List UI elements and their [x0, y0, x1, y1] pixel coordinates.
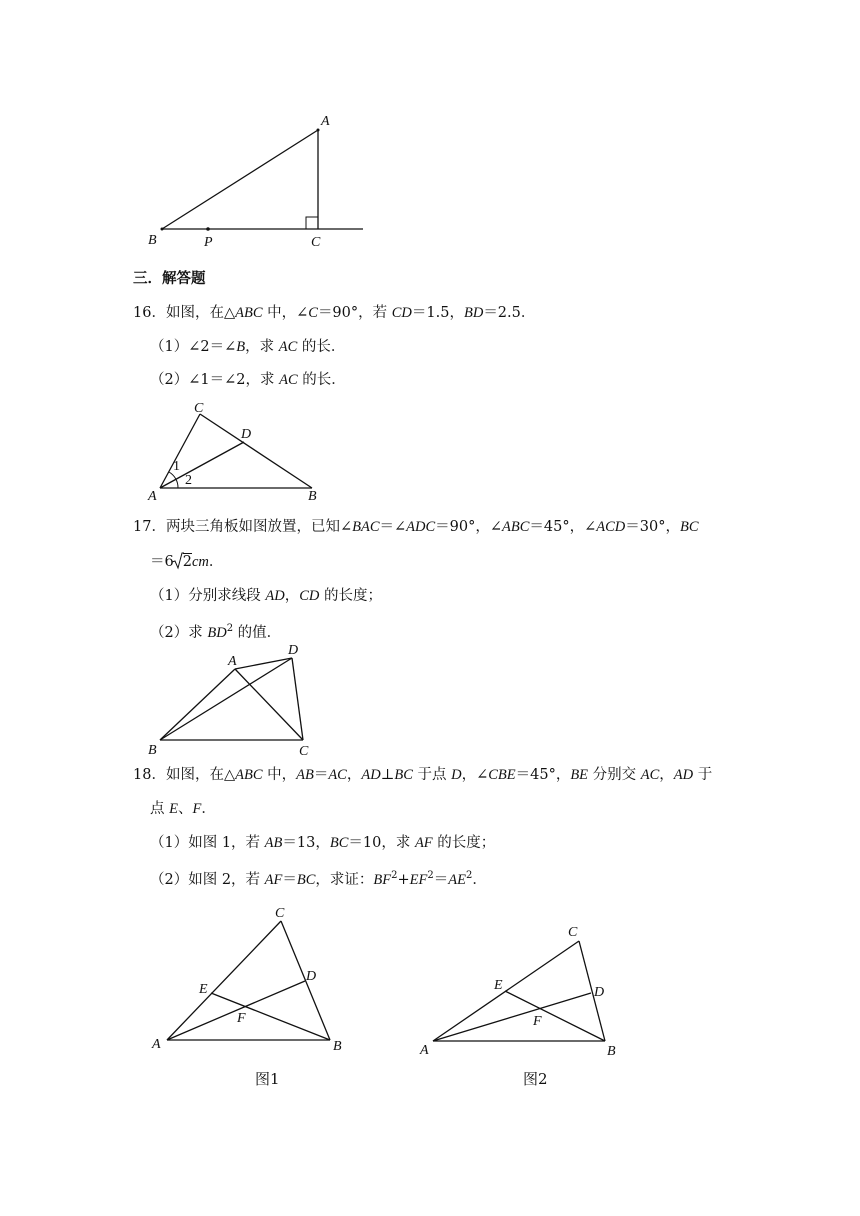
q16-mid2: ＝90°，若	[317, 305, 392, 321]
q16-p1-b: B	[236, 339, 246, 355]
q18-m5: 于点	[412, 767, 452, 783]
q18-m2: ＝	[313, 767, 329, 783]
q18-m1: 中，	[262, 767, 297, 783]
label-p: P	[204, 235, 213, 250]
label-d: D	[241, 427, 252, 442]
q17-p1-e: 的长度；	[319, 588, 382, 604]
q18-p2-end: ．	[472, 871, 487, 888]
q18-ad: AD	[361, 767, 381, 783]
q18-m7: ＝45°，	[515, 767, 571, 783]
q16-p1-e: 的长．	[297, 339, 346, 355]
q17-eq1: ＝∠	[379, 519, 407, 535]
q17-abc: ABC	[502, 519, 530, 535]
q16-p2-c: 的长．	[297, 372, 346, 388]
label-f: F	[237, 1011, 246, 1026]
q18-line2-b: 、	[177, 801, 193, 817]
q16-p2-a: （2）∠1＝∠2，求	[150, 372, 280, 388]
q18-p2-bc: BC	[296, 871, 316, 888]
label-a: A	[148, 489, 157, 504]
q18-p2-sup1: 2	[391, 870, 398, 881]
q17-p2-a: （2）求	[150, 624, 208, 641]
q18-tri: ABC	[235, 767, 263, 783]
label-angle-2: 2	[185, 473, 192, 488]
q18-prefix: 18．如图，在△	[133, 767, 236, 783]
q17-bc: BC	[679, 519, 699, 535]
q17-line2-a: ＝6	[150, 554, 174, 570]
q16-mid1: 中，∠	[262, 305, 309, 321]
q17-p1-a: （1）分别求线段	[150, 588, 266, 604]
q16-c: C	[308, 305, 318, 321]
label-b: B	[333, 1039, 342, 1054]
q18-m6: ，∠	[461, 767, 489, 783]
q16-p1-a: （1）∠2＝∠	[150, 339, 237, 355]
label-d: D	[306, 969, 317, 984]
q16-tri: ABC	[235, 305, 263, 321]
q17-unit: cm	[191, 554, 209, 570]
section-heading: 三．解答题	[133, 270, 206, 287]
label-c: C	[311, 235, 321, 250]
q16-p1-d: AC	[278, 339, 298, 355]
q18-ab: AB	[296, 767, 314, 783]
label-b: B	[607, 1044, 616, 1059]
label-a: A	[420, 1043, 429, 1058]
q18-line2-e: E	[169, 801, 178, 817]
q18-p2-bf: BF	[373, 871, 392, 888]
q17-p1-b: AD	[265, 588, 285, 604]
label-a: A	[321, 114, 330, 129]
q16-p1-c: ，求	[245, 339, 279, 355]
q17-radicand: 2	[182, 554, 192, 570]
q16-prefix: 16．如图，在△	[133, 305, 236, 321]
q18-bc: BC	[394, 767, 413, 783]
line-ad	[433, 993, 591, 1041]
q16-bd: BD	[463, 305, 484, 321]
label-d: D	[594, 985, 605, 1000]
q18-p2-sup2: 2	[427, 870, 434, 881]
figure-2-caption: 图2	[523, 1070, 548, 1088]
q17-acd: ACD	[596, 519, 626, 535]
q18-p2-af: AF	[264, 871, 283, 888]
q18-ac2: AC	[640, 767, 660, 783]
q18-p1-d: 的长度；	[432, 835, 496, 851]
q18-line2-c: ．	[201, 801, 216, 817]
q17-prefix: 17．两块三角板如图放置，已知∠	[133, 519, 353, 535]
q18-p2-c: ，求证：	[315, 871, 374, 888]
q17-adc: ADC	[406, 519, 436, 535]
label-c: C	[194, 401, 204, 416]
label-b: B	[308, 489, 317, 504]
label-b: B	[148, 743, 157, 758]
q18-p2-sup3: 2	[465, 870, 473, 881]
q18-p2-a: （2）如图 2，若	[150, 871, 265, 888]
label-b: B	[148, 233, 157, 248]
q18-m10: 于	[693, 767, 713, 783]
q18-p2-ef: EF	[409, 871, 428, 888]
q18-p2-plus: +	[397, 871, 410, 888]
q16-cd: CD	[391, 305, 412, 321]
label-c: C	[299, 744, 309, 759]
line-be	[505, 991, 605, 1041]
label-a: A	[228, 654, 237, 669]
q17-bac: BAC	[352, 519, 380, 535]
label-angle-1: 1	[173, 459, 180, 474]
q16-mid3: ＝1.5，	[411, 305, 464, 321]
q17-p2-c: 的值．	[233, 624, 282, 641]
q18-be: BE	[570, 767, 589, 783]
q16-p2-b: AC	[279, 372, 298, 388]
q18-m3: ，	[346, 767, 362, 783]
q18-ad2: AD	[673, 767, 694, 783]
q18-p2-b: ＝	[282, 871, 297, 888]
q18-p2-ae: AE	[448, 871, 466, 888]
q18-p1-af: AF	[414, 835, 433, 851]
q18-m4: ⊥	[380, 767, 395, 783]
q17-eq2: ＝90°，∠	[435, 519, 503, 535]
q18-m9: ，	[659, 767, 674, 783]
q17-eq4: ＝30°，	[625, 519, 680, 535]
q18-m8: 分别交	[588, 767, 641, 783]
q18-p1-b: ＝13，	[282, 835, 330, 851]
label-d: D	[288, 643, 299, 658]
q18-d: D	[451, 767, 462, 783]
q18-p2-eq: ＝	[433, 871, 449, 888]
figure-1-caption: 图1	[255, 1070, 280, 1088]
q17-p1-c: ，	[284, 588, 300, 604]
label-a: A	[152, 1037, 161, 1052]
label-c: C	[275, 906, 285, 921]
q18-line2-f: F	[192, 801, 202, 817]
q18-p1-bc: BC	[329, 835, 349, 851]
q18-cbe: CBE	[488, 767, 516, 783]
label-e: E	[494, 978, 503, 993]
q17-p2-sup: 2	[226, 623, 234, 634]
q18-p1-a: （1）如图 1，若	[150, 835, 265, 851]
q17-line2-end: ．	[208, 554, 224, 570]
q18-line2-a: 点	[150, 801, 170, 817]
q18-p1-c: ＝10，求	[348, 835, 415, 851]
label-f: F	[533, 1014, 542, 1029]
q17-p1-d: CD	[299, 588, 320, 604]
q17-p2-b: BD	[207, 624, 227, 641]
q16-mid4: ＝2.5．	[483, 305, 536, 321]
label-e: E	[199, 982, 208, 997]
q18-p1-ab: AB	[264, 835, 283, 851]
label-c: C	[568, 925, 578, 940]
q18-ac: AC	[328, 767, 347, 783]
q17-eq3: ＝45°，∠	[529, 519, 597, 535]
